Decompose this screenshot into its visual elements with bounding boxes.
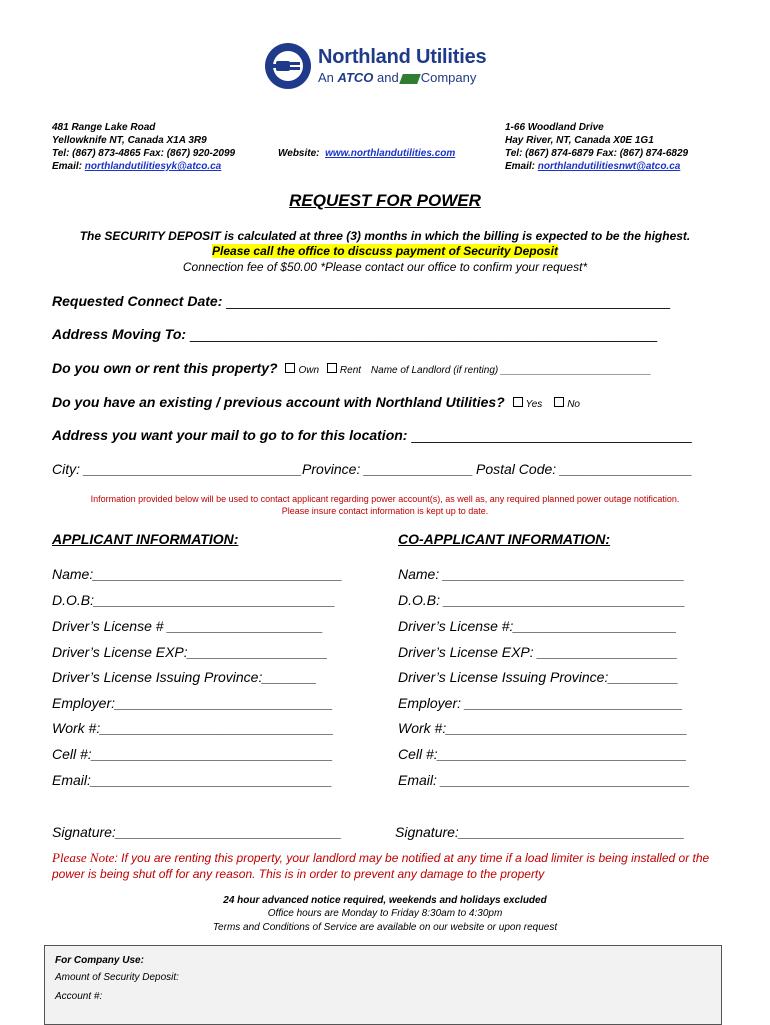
address-moving-field[interactable] (52, 326, 657, 342)
postal-code-field[interactable]: Postal Code: _________________ (476, 461, 693, 477)
footer-notice: 24 hour advanced notice required, weekends and holidays excluded (223, 895, 547, 906)
connect-date-label: Requested Connect Date: (52, 293, 223, 309)
co-applicant-cell[interactable]: Cell #:________________________________ (398, 746, 687, 762)
nwt-logo-icon (399, 74, 421, 84)
applicant-license-province[interactable]: Driver’s License Issuing Province:_______ (52, 669, 317, 685)
deposit-highlight-wrap (0, 244, 770, 258)
page-title: REQUEST FOR POWER (289, 191, 481, 210)
city-field[interactable]: City: ____________________________ (52, 461, 302, 477)
right-address-phone: Tel: (867) 874-6879 Fax: (867) 874-6829 (505, 148, 689, 159)
connect-date-field[interactable] (52, 293, 670, 309)
applicant-license-exp[interactable]: Driver’s License EXP:__________________ (52, 644, 328, 660)
co-applicant-license-province[interactable]: Driver’s License Issuing Province:_________ (398, 669, 679, 685)
existing-account-row (52, 394, 580, 410)
right-address (505, 121, 688, 173)
applicant-heading: APPLICANT INFORMATION: (52, 531, 239, 547)
co-applicant-license[interactable]: Driver’s License #:_____________________ (398, 618, 677, 634)
mail-address-line[interactable]: ____________________________________ (411, 427, 692, 443)
co-applicant-email[interactable]: Email: ________________________________ (398, 772, 690, 788)
co-applicant-work[interactable]: Work #:_______________________________ (398, 720, 688, 736)
co-applicant-dob[interactable]: D.O.B: _______________________________ (398, 592, 686, 608)
yes-label: Yes (525, 399, 543, 410)
left-email-label: Email: (52, 161, 83, 172)
right-address-line1: 1-66 Woodland Drive (505, 122, 604, 133)
left-address-line1: 481 Range Lake Road (52, 122, 156, 133)
no-label: No (567, 399, 580, 410)
deposit-line: The SECURITY DEPOSIT is calculated at three (3) months in which the billing is expected to be the highest. (79, 229, 691, 243)
applicant-cell[interactable]: Cell #:_______________________________ (52, 746, 334, 762)
applicant-dob[interactable]: D.O.B:_______________________________ (52, 592, 336, 608)
connect-date-line[interactable]: _________________________________________________________ (226, 293, 671, 309)
plug-logo-icon (264, 42, 312, 90)
note-lead: Please Note (52, 850, 115, 865)
left-address-line2: Yellowknife NT, Canada X1A 3R9 (52, 135, 207, 146)
existing-account-question: Do you have an existing / previous account with Northland Utilities? (52, 394, 505, 410)
applicant-signature[interactable]: Signature:_____________________________ (52, 824, 342, 840)
left-address (52, 121, 235, 173)
website (278, 147, 455, 160)
left-address-phone: Tel: (867) 873-4865 Fax: (867) 920-2099 (52, 148, 236, 159)
left-email-link[interactable]: northlandutilitiesyk@atco.ca (84, 161, 222, 172)
security-deposit-amount: Amount of Security Deposit: (55, 972, 179, 983)
logo-name: Northland Utilities (318, 46, 487, 68)
company-use-box (44, 945, 722, 1025)
yes-checkbox[interactable] (513, 397, 523, 407)
province-field[interactable]: Province: ______________ (302, 461, 474, 477)
website-link[interactable]: www.northlandutilities.com (325, 148, 456, 159)
account-number: Account #: (55, 991, 103, 1002)
rent-checkbox[interactable] (327, 363, 337, 373)
own-rent-question: Do you own or rent this property? (52, 360, 278, 376)
footer-terms: Terms and Conditions of Service are available on our website or upon request (212, 922, 558, 933)
logo-subtitle: An ATCO and Company (318, 70, 477, 85)
right-address-line2: Hay River, NT, Canada X0E 1G1 (505, 135, 654, 146)
right-email-label: Email: (505, 161, 536, 172)
notice-line-2: Please insure contact information is kept up to date. (281, 506, 489, 516)
no-checkbox[interactable] (554, 397, 564, 407)
mail-address-field[interactable] (52, 427, 692, 443)
renting-note (52, 850, 742, 882)
applicant-employer[interactable]: Employer:____________________________ (52, 695, 334, 711)
connection-fee: Connection fee of $50.00 *Please contact our office to confirm your request* (182, 260, 588, 274)
deposit-highlight: Please call the office to discuss payment of Security Deposit (212, 244, 558, 258)
co-applicant-employer[interactable]: Employer: ____________________________ (398, 695, 683, 711)
mail-address-label: Address you want your mail to go to for this location: (52, 427, 408, 443)
co-applicant-license-exp[interactable]: Driver’s License EXP: __________________ (398, 644, 678, 660)
landlord-field[interactable]: Name of Landlord (if renting) ___________________________ (370, 365, 652, 376)
notice-line-1: Information provided below will be used to contact applicant regarding power account(s), as well as, any required planned power outage notification. (90, 494, 680, 504)
right-email-link[interactable]: northlandutilitiesnwt@atco.ca (537, 161, 681, 172)
note-text: : If you are renting this property, your landlord may be notified at any time if a load limiter is being installed or the power is being shut off for any reason. This is in order to prevent any damage to the property (52, 851, 710, 881)
applicant-work[interactable]: Work #:______________________________ (52, 720, 334, 736)
footer-hours: Office hours are Monday to Friday 8:30am to 4:30pm (267, 908, 503, 919)
own-rent-row (52, 360, 651, 376)
applicant-license[interactable]: Driver’s License # ____________________ (52, 618, 324, 634)
own-label: Own (298, 365, 320, 376)
applicant-name[interactable]: Name:________________________________ (52, 566, 343, 582)
rent-label: Rent (339, 365, 362, 376)
company-use-heading: For Company Use: (55, 955, 144, 966)
co-applicant-signature[interactable]: Signature:_____________________________ (395, 824, 685, 840)
company-logo (264, 42, 524, 92)
co-applicant-name[interactable]: Name: _______________________________ (398, 566, 685, 582)
own-checkbox[interactable] (285, 363, 295, 373)
address-moving-label: Address Moving To: (52, 326, 187, 342)
applicant-email[interactable]: Email:_______________________________ (52, 772, 333, 788)
address-moving-line[interactable]: ____________________________________________________________ (189, 326, 658, 342)
website-label: Website: (278, 148, 320, 159)
co-applicant-heading: CO-APPLICANT INFORMATION: (398, 531, 611, 547)
